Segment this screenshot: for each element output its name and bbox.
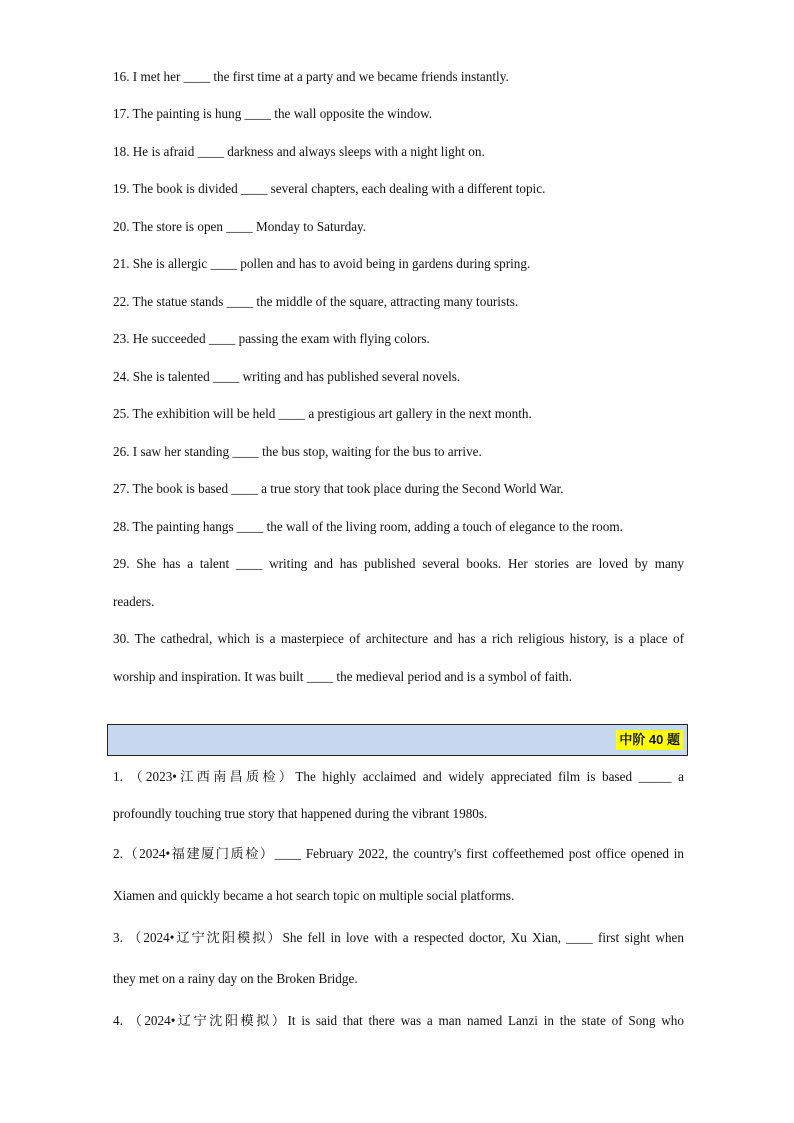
intermediate-question-2-line-2: Xiamen and quickly became a hot search topic on multiple social platforms.	[113, 888, 515, 903]
intermediate-question-1-line-2: profoundly touching true story that happened during the vibrant 1980s.	[113, 806, 488, 821]
question-24: 24. She is talented ____ writing and has published several novels.	[113, 369, 461, 384]
question-29-line-2: readers.	[113, 594, 155, 609]
question-28: 28. The painting hangs ____ the wall of the living room, adding a touch of elegance to the room.	[113, 519, 623, 534]
question-29-line-1: 29. She has a talent ____ writing and has published several books. Her stories are loved by many	[113, 556, 684, 571]
question-25: 25. The exhibition will be held ____ a prestigious art gallery in the next month.	[113, 406, 532, 421]
question-19: 19. The book is divided ____ several chapters, each dealing with a different topic.	[113, 181, 546, 196]
intermediate-question-3-line-2: they met on a rainy day on the Broken Bridge.	[113, 971, 358, 986]
intermediate-question-1-line-1: 1. （2023•江西南昌质检）The highly acclaimed and widely appreciated film is based _____ a	[113, 769, 684, 784]
question-22: 22. The statue stands ____ the middle of the square, attracting many tourists.	[113, 294, 519, 309]
intermediate-question-2-line-1: 2.（2024•福建厦门质检）____ February 2022, the country's first coffeethemed post office opened in	[113, 846, 684, 861]
question-23: 23. He succeeded ____ passing the exam with flying colors.	[113, 331, 430, 346]
question-26: 26. I saw her standing ____ the bus stop, waiting for the bus to arrive.	[113, 444, 482, 459]
intermediate-question-3-line-1: 3. （2024•辽宁沈阳模拟）She fell in love with a respected doctor, Xu Xian, ____ first sight when	[113, 930, 684, 945]
intermediate-question-4-line-1: 4. （2024•辽宁沈阳模拟）It is said that there was a man named Lanzi in the state of Song who	[113, 1013, 684, 1028]
question-27: 27. The book is based ____ a true story that took place during the Second World War.	[113, 481, 564, 496]
section-level-tag: 中阶 40 题	[616, 730, 683, 750]
question-18: 18. He is afraid ____ darkness and always sleeps with a night light on.	[113, 144, 485, 159]
question-16: 16. I met her ____ the first time at a party and we became friends instantly.	[113, 69, 509, 84]
section-header-bar	[107, 724, 688, 756]
question-20: 20. The store is open ____ Monday to Saturday.	[113, 219, 367, 234]
question-30-line-2: worship and inspiration. It was built ____ the medieval period and is a symbol of faith.	[113, 669, 572, 684]
question-17: 17. The painting is hung ____ the wall opposite the window.	[113, 106, 433, 121]
question-21: 21. She is allergic ____ pollen and has to avoid being in gardens during spring.	[113, 256, 531, 271]
question-30-line-1: 30. The cathedral, which is a masterpiece of architecture and has a rich religious history, is a place of	[113, 631, 684, 646]
